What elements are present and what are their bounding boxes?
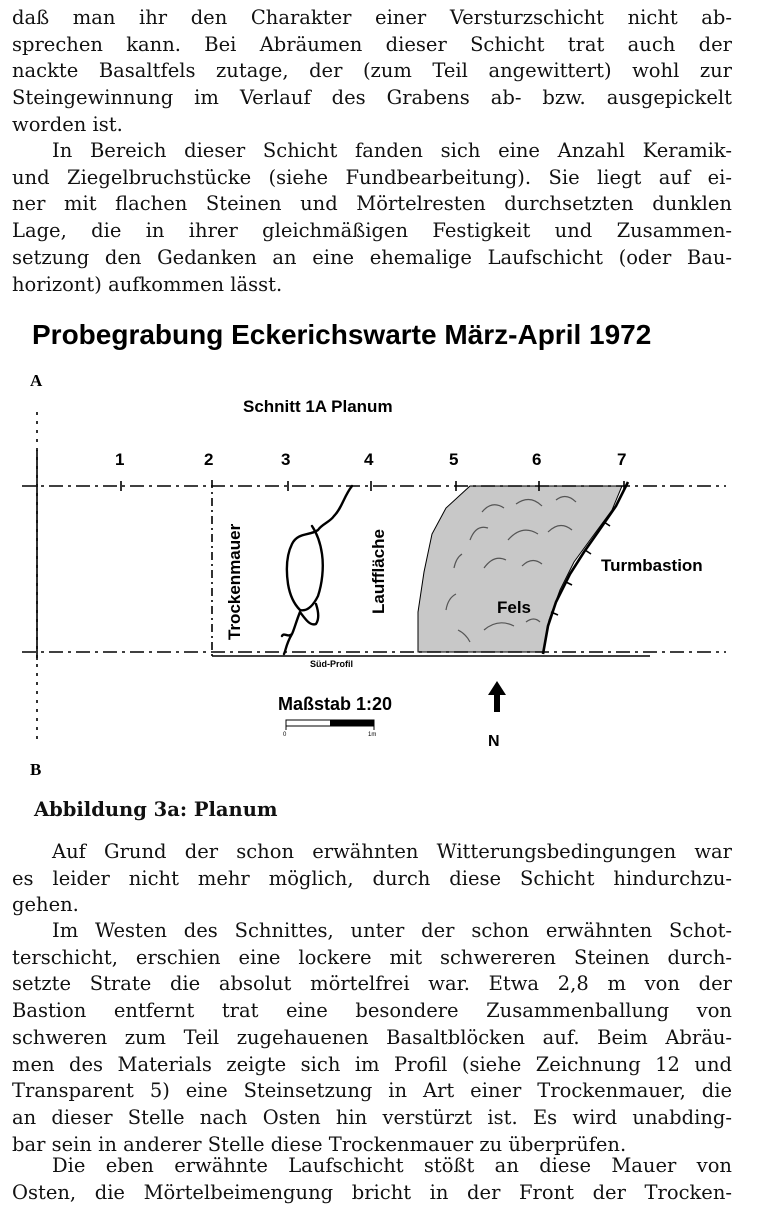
label-fels: Fels [497, 598, 532, 617]
label-lauffläche: Lauffläche [369, 528, 388, 614]
text-line: In Bereich dieser Schicht fanden sich eine Anzahl Keramik- [52, 139, 732, 162]
grid-number: 5 [449, 450, 459, 469]
text-line: sprechen kann. Bei Abräumen dieser Schicht trat auch der [12, 32, 732, 56]
grid-number: 2 [204, 450, 214, 469]
text-line: worden ist. [12, 112, 123, 136]
north-label: N [488, 733, 500, 750]
text-line: Lage, die in ihrer gleichmäßigen Festigkeit und Zusammen- [12, 219, 732, 243]
paragraph-3 [12, 839, 732, 919]
scale-label: Maßstab 1:20 [278, 694, 393, 714]
figure-title: Probegrabung Eckerichswarte März-April 1972 [32, 319, 652, 350]
wall-stone-outline [282, 486, 352, 654]
text-line: setzte Strate die absolut mörtelfrei war. Etwa 2,8 m von der [12, 972, 732, 996]
text-line: setzung den Gedanken an eine ehemalige Laufschicht (oder Bau- [12, 245, 732, 269]
paragraph-5 [12, 1153, 732, 1206]
text-line: Bastion entfernt trat eine besondere Zusammenballung von [12, 999, 732, 1023]
text-line: Steingewinnung im Verlauf des Grabens ab- bzw. ausgepickelt [12, 86, 732, 110]
grid-number: 4 [364, 450, 374, 469]
text-line: men des Materials zeigte sich im Profil (siehe Zeichnung 12 und [12, 1052, 732, 1076]
paragraph-1 [12, 5, 732, 139]
label-turmbastion: Turmbastion [601, 556, 703, 575]
rock-area [418, 486, 622, 652]
text-line: schweren zum Teil zugehauenen Basaltblöcken auf. Beim Abräu- [12, 1025, 732, 1049]
paragraph-4 [12, 918, 732, 1158]
grid-numbers [115, 450, 626, 469]
label-sued-profil: Süd-Profil [310, 659, 353, 669]
text-line: und Ziegelbruchstücke (siehe Fundbearbeitung). Sie liegt auf ei- [12, 165, 732, 189]
scale-end: 1m [368, 732, 377, 738]
scale-bar [286, 720, 374, 730]
text-line: Transparent 5) eine Steinsetzung in Art einer Trockenmauer, die [12, 1079, 732, 1103]
label-trockenmauer: Trockenmauer [225, 523, 244, 640]
text-line: gehen. [12, 893, 79, 917]
text-line: Die eben erwähnte Laufschicht stößt an diese Mauer von [52, 1154, 732, 1177]
figure-subtitle: Schnitt 1A Planum [243, 397, 393, 416]
grid-number: 1 [115, 450, 125, 469]
text-line: ner mit flachen Steinen und Mörtelresten durchsetzten dunklen [12, 192, 732, 216]
excavation-plan-figure [0, 300, 768, 790]
grid-number: 3 [281, 450, 291, 469]
paragraph-2 [12, 138, 732, 298]
text-line: horizont) aufkommen lässt. [12, 272, 283, 296]
text-line: Auf Grund der schon erwähnten Witterungsbedingungen war [52, 840, 732, 863]
text-line: Im Westen des Schnittes, unter der schon erwähnten Schot- [52, 919, 732, 942]
grid-number: 6 [532, 450, 542, 469]
label-b: B [30, 760, 42, 779]
text-line: daß man ihr den Charakter einer Versturzschicht nicht ab- [12, 6, 732, 29]
figure-caption: Abbildung 3a: Planum [34, 798, 278, 821]
text-line: Osten, die Mörtelbeimengung bricht in der Front der Trocken- [12, 1180, 732, 1204]
scale-start: 0 [283, 732, 287, 738]
text-line: terschicht, erschien eine lockere mit schwereren Steinen durch- [12, 945, 732, 969]
text-line: an dieser Stelle nach Osten hin verstürzt ist. Es wird unabding- [12, 1105, 732, 1129]
label-a: A [30, 371, 43, 390]
text-line: nackte Basaltfels zutage, der (zum Teil angewittert) wohl zur [12, 59, 732, 83]
text-line: es leider nicht mehr möglich, durch diese Schicht hindurchzu- [12, 866, 732, 890]
text-line: bar sein in anderer Stelle diese Trockenmauer zu überprüfen. [12, 1132, 627, 1156]
north-arrow-icon [488, 681, 506, 712]
grid-number: 7 [617, 450, 627, 469]
